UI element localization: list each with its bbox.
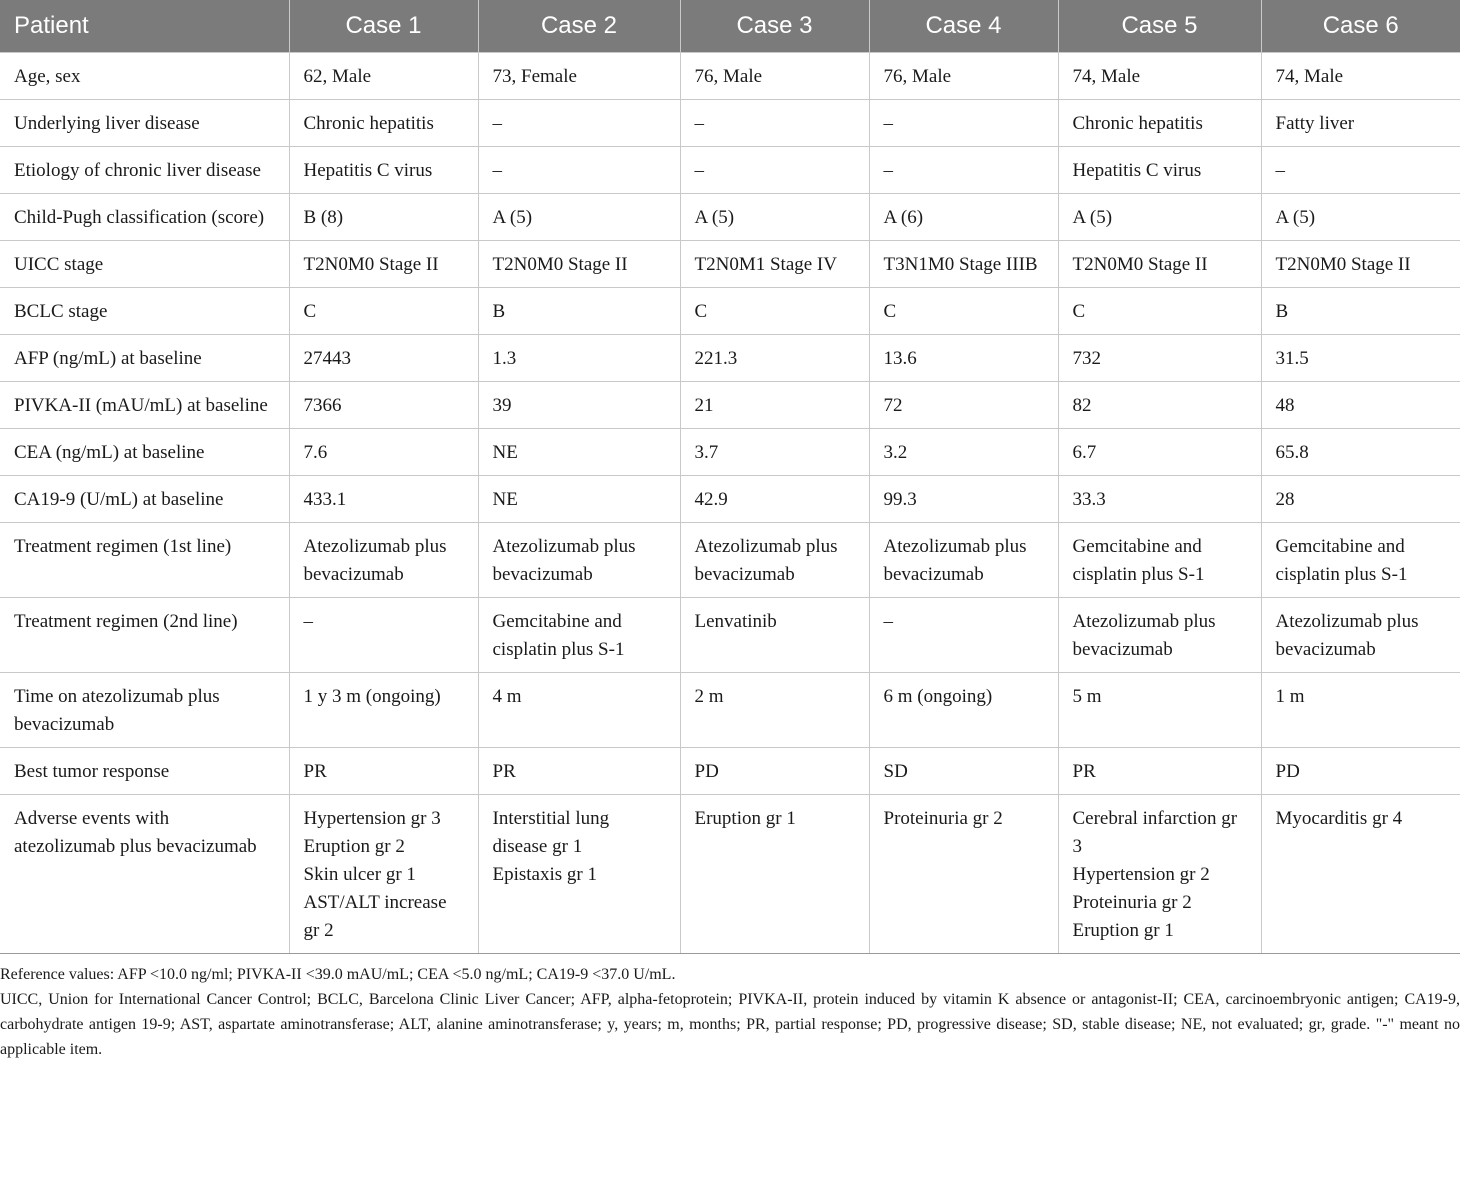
row-header-cell: BCLC stage (0, 288, 289, 335)
table-cell-case-1: Hypertension gr 3 Eruption gr 2 Skin ulcer gr 1 AST/ALT increase gr 2 (289, 795, 478, 954)
table-cell-case-3: 221.3 (680, 335, 869, 382)
row-header-cell: CEA (ng/mL) at baseline (0, 429, 289, 476)
table-row (0, 795, 1460, 954)
table-cell-case-1: 7366 (289, 382, 478, 429)
header-cell-case-1: Case 1 (289, 0, 478, 53)
table-cell-case-5: A (5) (1058, 194, 1261, 241)
table-cell-case-5: Gemcitabine and cisplatin plus S-1 (1058, 523, 1261, 598)
row-header-cell: PIVKA-II (mAU/mL) at baseline (0, 382, 289, 429)
table-row (0, 429, 1460, 476)
table-cell-case-2: 1.3 (478, 335, 680, 382)
row-header-cell: Time on atezolizumab plus bevacizumab (0, 673, 289, 748)
table-cell-case-4: SD (869, 748, 1058, 795)
table-cell-case-6: Gemcitabine and cisplatin plus S-1 (1261, 523, 1460, 598)
table-cell-case-6: B (1261, 288, 1460, 335)
table-row (0, 288, 1460, 335)
table-row (0, 673, 1460, 748)
table-cell-case-2: NE (478, 476, 680, 523)
table-cell-case-1: 27443 (289, 335, 478, 382)
table-cell-case-1: 62, Male (289, 53, 478, 100)
table-row (0, 194, 1460, 241)
table-cell-case-6: 48 (1261, 382, 1460, 429)
table-cell-case-1: C (289, 288, 478, 335)
table-cell-case-5: 732 (1058, 335, 1261, 382)
table-cell-case-4: 72 (869, 382, 1058, 429)
table-cell-case-3: 21 (680, 382, 869, 429)
table-cell-case-1: Atezolizumab plus bevacizumab (289, 523, 478, 598)
table-cell-case-5: Chronic hepatitis (1058, 100, 1261, 147)
table-cell-case-4: Atezolizumab plus bevacizumab (869, 523, 1058, 598)
table-cell-case-1: B (8) (289, 194, 478, 241)
table-cell-case-1: – (289, 598, 478, 673)
table-cell-case-5: C (1058, 288, 1261, 335)
table-row (0, 100, 1460, 147)
table-row (0, 53, 1460, 100)
table-cell-case-4: C (869, 288, 1058, 335)
table-row (0, 476, 1460, 523)
table-cell-case-6: Fatty liver (1261, 100, 1460, 147)
table-row (0, 382, 1460, 429)
table-cell-case-6: 1 m (1261, 673, 1460, 748)
table-cell-case-5: 6.7 (1058, 429, 1261, 476)
table-row (0, 335, 1460, 382)
table-cell-case-2: 4 m (478, 673, 680, 748)
table-cell-case-4: 99.3 (869, 476, 1058, 523)
table-cell-case-3: – (680, 147, 869, 194)
row-header-cell: UICC stage (0, 241, 289, 288)
row-header-cell: AFP (ng/mL) at baseline (0, 335, 289, 382)
row-header-cell: Best tumor response (0, 748, 289, 795)
table-cell-case-5: 74, Male (1058, 53, 1261, 100)
header-cell-case-2: Case 2 (478, 0, 680, 53)
table-cell-case-4: 76, Male (869, 53, 1058, 100)
table-footnotes (0, 954, 1460, 1062)
table-cell-case-4: 6 m (ongoing) (869, 673, 1058, 748)
table-cell-case-5: Atezolizumab plus bevacizumab (1058, 598, 1261, 673)
header-cell-case-6: Case 6 (1261, 0, 1460, 53)
table-cell-case-4: – (869, 100, 1058, 147)
table-cell-case-2: – (478, 147, 680, 194)
table-row (0, 241, 1460, 288)
table-row (0, 147, 1460, 194)
table-cell-case-3: T2N0M1 Stage IV (680, 241, 869, 288)
header-cell-case-5: Case 5 (1058, 0, 1261, 53)
table-cell-case-3: A (5) (680, 194, 869, 241)
table-cell-case-2: NE (478, 429, 680, 476)
table-cell-case-3: PD (680, 748, 869, 795)
table-cell-case-2: 73, Female (478, 53, 680, 100)
table-cell-case-6: 74, Male (1261, 53, 1460, 100)
header-cell-patient: Patient (0, 0, 289, 53)
table-cell-case-2: Gemcitabine and cisplatin plus S-1 (478, 598, 680, 673)
row-header-cell: Underlying liver disease (0, 100, 289, 147)
table-cell-case-1: PR (289, 748, 478, 795)
table-cell-case-3: – (680, 100, 869, 147)
row-header-cell: Treatment regimen (2nd line) (0, 598, 289, 673)
table-cell-case-6: Myocarditis gr 4 (1261, 795, 1460, 954)
table-cell-case-6: Atezolizumab plus bevacizumab (1261, 598, 1460, 673)
table-cell-case-5: Hepatitis C virus (1058, 147, 1261, 194)
table-cell-case-2: Interstitial lung disease gr 1 Epistaxis gr 1 (478, 795, 680, 954)
table-cell-case-6: – (1261, 147, 1460, 194)
table-cell-case-4: – (869, 147, 1058, 194)
table-cell-case-2: Atezolizumab plus bevacizumab (478, 523, 680, 598)
table-cell-case-5: T2N0M0 Stage II (1058, 241, 1261, 288)
table-cell-case-3: Lenvatinib (680, 598, 869, 673)
table-row (0, 748, 1460, 795)
footnote-reference-values: Reference values: AFP <10.0 ng/ml; PIVKA-II <39.0 mAU/mL; CEA <5.0 ng/mL; CA19-9 <37.0 U/mL. (0, 966, 676, 983)
table-cell-case-1: 7.6 (289, 429, 478, 476)
table-cell-case-4: Proteinuria gr 2 (869, 795, 1058, 954)
table-cell-case-3: 76, Male (680, 53, 869, 100)
table-cell-case-5: 33.3 (1058, 476, 1261, 523)
row-header-cell: Age, sex (0, 53, 289, 100)
row-header-cell: Child-Pugh classification (score) (0, 194, 289, 241)
table-header (0, 0, 1460, 53)
table-cell-case-6: 28 (1261, 476, 1460, 523)
table-cell-case-1: Hepatitis C virus (289, 147, 478, 194)
row-header-cell: Etiology of chronic liver disease (0, 147, 289, 194)
table-cell-case-6: PD (1261, 748, 1460, 795)
footnote-abbreviations: UICC, Union for International Cancer Control; BCLC, Barcelona Clinic Liver Cancer; AFP, alpha-fetoprotein; PIVKA-II, protein induced by vitamin K absence or antagonist-II; CEA, carcinoembryonic antigen; CA19-9, carbohydrate antigen 19-9; AST, aspartate aminotransferase; ALT, alanine aminotransferase; y, years; m, months; PR, partial response; PD, progressive disease; SD, stable disease; NE, not evaluated; gr, grade. "-" meant no applicable item. (0, 991, 1460, 1058)
table-row (0, 598, 1460, 673)
table-cell-case-3: C (680, 288, 869, 335)
table-cell-case-6: T2N0M0 Stage II (1261, 241, 1460, 288)
table-cell-case-5: Cerebral infarction gr 3 Hypertension gr 2 Proteinuria gr 2 Eruption gr 1 (1058, 795, 1261, 954)
table-cell-case-3: Eruption gr 1 (680, 795, 869, 954)
table-cell-case-2: T2N0M0 Stage II (478, 241, 680, 288)
table-cell-case-5: 82 (1058, 382, 1261, 429)
table-cell-case-2: B (478, 288, 680, 335)
header-cell-case-4: Case 4 (869, 0, 1058, 53)
table-cell-case-3: 42.9 (680, 476, 869, 523)
table-cell-case-1: Chronic hepatitis (289, 100, 478, 147)
table-cell-case-2: – (478, 100, 680, 147)
table-body (0, 53, 1460, 954)
header-row (0, 0, 1460, 53)
table-cell-case-2: A (5) (478, 194, 680, 241)
row-header-cell: Adverse events with atezolizumab plus bevacizumab (0, 795, 289, 954)
table-cell-case-1: T2N0M0 Stage II (289, 241, 478, 288)
table-cell-case-5: 5 m (1058, 673, 1261, 748)
table-cell-case-3: 3.7 (680, 429, 869, 476)
table-cell-case-3: Atezolizumab plus bevacizumab (680, 523, 869, 598)
table-cell-case-4: A (6) (869, 194, 1058, 241)
table-cell-case-6: 65.8 (1261, 429, 1460, 476)
table-cell-case-2: PR (478, 748, 680, 795)
header-cell-case-3: Case 3 (680, 0, 869, 53)
table-cell-case-4: 13.6 (869, 335, 1058, 382)
table-cell-case-2: 39 (478, 382, 680, 429)
table-cell-case-4: – (869, 598, 1058, 673)
table-cell-case-4: 3.2 (869, 429, 1058, 476)
row-header-cell: CA19-9 (U/mL) at baseline (0, 476, 289, 523)
table-cell-case-1: 1 y 3 m (ongoing) (289, 673, 478, 748)
table-cell-case-6: 31.5 (1261, 335, 1460, 382)
table-cell-case-4: T3N1M0 Stage IIIB (869, 241, 1058, 288)
table-row (0, 523, 1460, 598)
table-cell-case-6: A (5) (1261, 194, 1460, 241)
table-cell-case-1: 433.1 (289, 476, 478, 523)
table-cell-case-3: 2 m (680, 673, 869, 748)
row-header-cell: Treatment regimen (1st line) (0, 523, 289, 598)
table-cell-case-5: PR (1058, 748, 1261, 795)
